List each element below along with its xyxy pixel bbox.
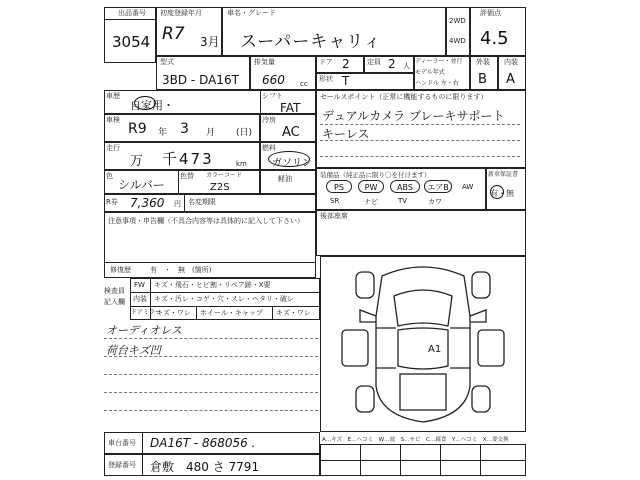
equip-navi: ナビ — [364, 198, 378, 206]
drive-2wd: 2WD — [449, 17, 466, 25]
ac: AC — [282, 125, 300, 140]
recycle-unit: 円 — [174, 200, 181, 208]
inspector-mirror-options: キズ・ワレ — [156, 309, 191, 317]
fuel-label: 燃料 — [262, 144, 276, 152]
inspector-label: 検査員記入欄 — [104, 287, 125, 306]
warranty-label: 新車保証書 — [488, 171, 519, 178]
light-oil-label: 軽油 — [278, 175, 292, 183]
equip-ps: PS — [326, 180, 352, 193]
mileage: 千473 — [162, 150, 214, 168]
first-reg-label: 初度登録年月 — [160, 9, 202, 17]
recycle-value: 7,360 — [130, 196, 165, 210]
selling-point-line2: キーレス — [322, 127, 370, 141]
score-value: 4.5 — [480, 28, 509, 49]
equip-leather: カワ — [428, 198, 442, 206]
fuel: ガソリン — [272, 158, 312, 169]
lot-label: 出品番号 — [118, 9, 146, 17]
use-options: 自家用・ — [130, 99, 174, 112]
inspector-mirror-label: ドアミラー — [131, 309, 161, 316]
equip-aircon: エアB — [424, 180, 452, 193]
backseat-label: 後部座席 — [320, 212, 348, 220]
model-value: スーパーキャリィ — [240, 32, 382, 52]
model-year-label: モデル年式 — [415, 69, 445, 76]
inspector-interior-label: 内装 — [133, 295, 147, 303]
body: T — [342, 74, 350, 88]
plate-label: 登録番号 — [108, 461, 136, 469]
doors: 2 — [342, 57, 350, 71]
drive-box — [446, 7, 470, 56]
repair-label: 修復歴 — [110, 266, 131, 274]
chassis-label: 車台番号 — [108, 439, 136, 447]
interior: A — [506, 72, 515, 87]
mileage-prefix: 万 — [130, 154, 144, 169]
use-label: 車歴 — [106, 92, 120, 100]
capacity-label: 定員 — [367, 58, 381, 66]
doors-label: ドア — [319, 58, 333, 66]
shift-label: シフト — [262, 92, 283, 100]
inspector-wheel-label: ホイール・キャップ — [200, 309, 263, 317]
color-no-label: 色替 — [180, 172, 194, 180]
equip-sr: SR — [330, 197, 340, 205]
handle-label: ハンドル 左・右 — [415, 80, 459, 87]
use-circle — [134, 96, 156, 110]
inspector-interior-options: キズ・汚レ・コゲ・穴・スレ・ヘタリ・破レ — [154, 295, 294, 303]
model-code: 3BD - DA16T — [162, 73, 239, 87]
equip-aw: AW — [462, 183, 474, 191]
dealer-label: ディーラー・並行 — [415, 58, 463, 65]
selling-point-line1: デュアルカメラ ブレーキサポート — [322, 109, 505, 123]
inspection-year-unit: 年 — [158, 128, 168, 138]
mileage-label: 走行 — [106, 144, 120, 152]
warranty-circle — [490, 185, 504, 199]
inspection-month-unit: 月 — [206, 128, 216, 138]
recycle-label: R券 — [106, 198, 118, 206]
repair-options: 有 ・ 無 (箇所) — [150, 266, 212, 274]
inspection-era: R9 — [128, 121, 147, 137]
exterior-label: 外装 — [476, 58, 490, 66]
km-unit: km — [236, 160, 247, 168]
remark-line2: 荷台キズ凹 — [106, 344, 161, 357]
color: シルバー — [118, 178, 165, 192]
body-label: 形状 — [319, 75, 333, 83]
model-code-label: 型式 — [160, 58, 174, 66]
fuel-circle — [268, 151, 310, 167]
exterior: B — [478, 72, 487, 87]
chassis-number: DA16T - 868056 . — [150, 436, 256, 450]
interior-label: 内装 — [504, 58, 518, 66]
equipment-label: 装備品（純正品に限り〇を付けます） — [320, 171, 431, 179]
selling-points-label: セールスポイント（正常に機能するものに限ります） — [320, 93, 488, 101]
damage-mark-a1: A1 — [428, 344, 442, 355]
inspector-fw-label: FW — [134, 281, 145, 289]
drive-4wd: 4WD — [449, 37, 466, 45]
name-change-label: 名変期限 — [188, 198, 216, 206]
inspection-label: 車検 — [106, 116, 120, 124]
ac-label: 冷房 — [262, 116, 276, 124]
capacity-unit: 人 — [403, 62, 410, 70]
inspection-month: 3 — [180, 121, 189, 137]
color-label: 色 — [106, 172, 113, 180]
score-label: 評価点 — [480, 9, 501, 17]
equip-abs: ABS — [390, 180, 420, 193]
first-reg-value: R7 — [162, 24, 185, 44]
damage-legend: A…キズ E…ヘコミ W…波 S…サビ C…腐食 Y…ヘコミ X…要交換 — [322, 437, 509, 443]
cc-unit: cc — [300, 80, 308, 88]
displacement-label: 排気量 — [254, 58, 275, 66]
lot-number: 3054 — [112, 33, 151, 51]
plate-number: 倉敷 480 さ 7791 — [150, 460, 260, 474]
notes-label: 注意事項・申告欄（不具合内容等は具体的に記入して下さい） — [108, 217, 304, 225]
first-reg-month: 3月 — [200, 35, 220, 49]
color-code-label: カラーコード — [206, 172, 243, 179]
inspection-day: (日) — [236, 128, 253, 138]
model-label: 車名・グレード — [227, 9, 276, 17]
car-diagram — [320, 256, 526, 432]
color-code: Z2S — [210, 182, 230, 193]
displacement: 660 — [262, 73, 285, 87]
remark-line1: オーディオレス — [106, 324, 182, 337]
shift: FAT — [280, 101, 301, 115]
inspector-fw-options: キズ・飛石・ヒビ割・リペア跡・X要 — [154, 281, 271, 289]
inspector-wheel-options: キズ・ワレ — [276, 309, 311, 317]
capacity: 2 — [388, 57, 396, 71]
warranty-value: 有・無 — [490, 189, 514, 198]
equip-pw: PW — [358, 180, 384, 193]
equip-tv: TV — [398, 197, 408, 205]
